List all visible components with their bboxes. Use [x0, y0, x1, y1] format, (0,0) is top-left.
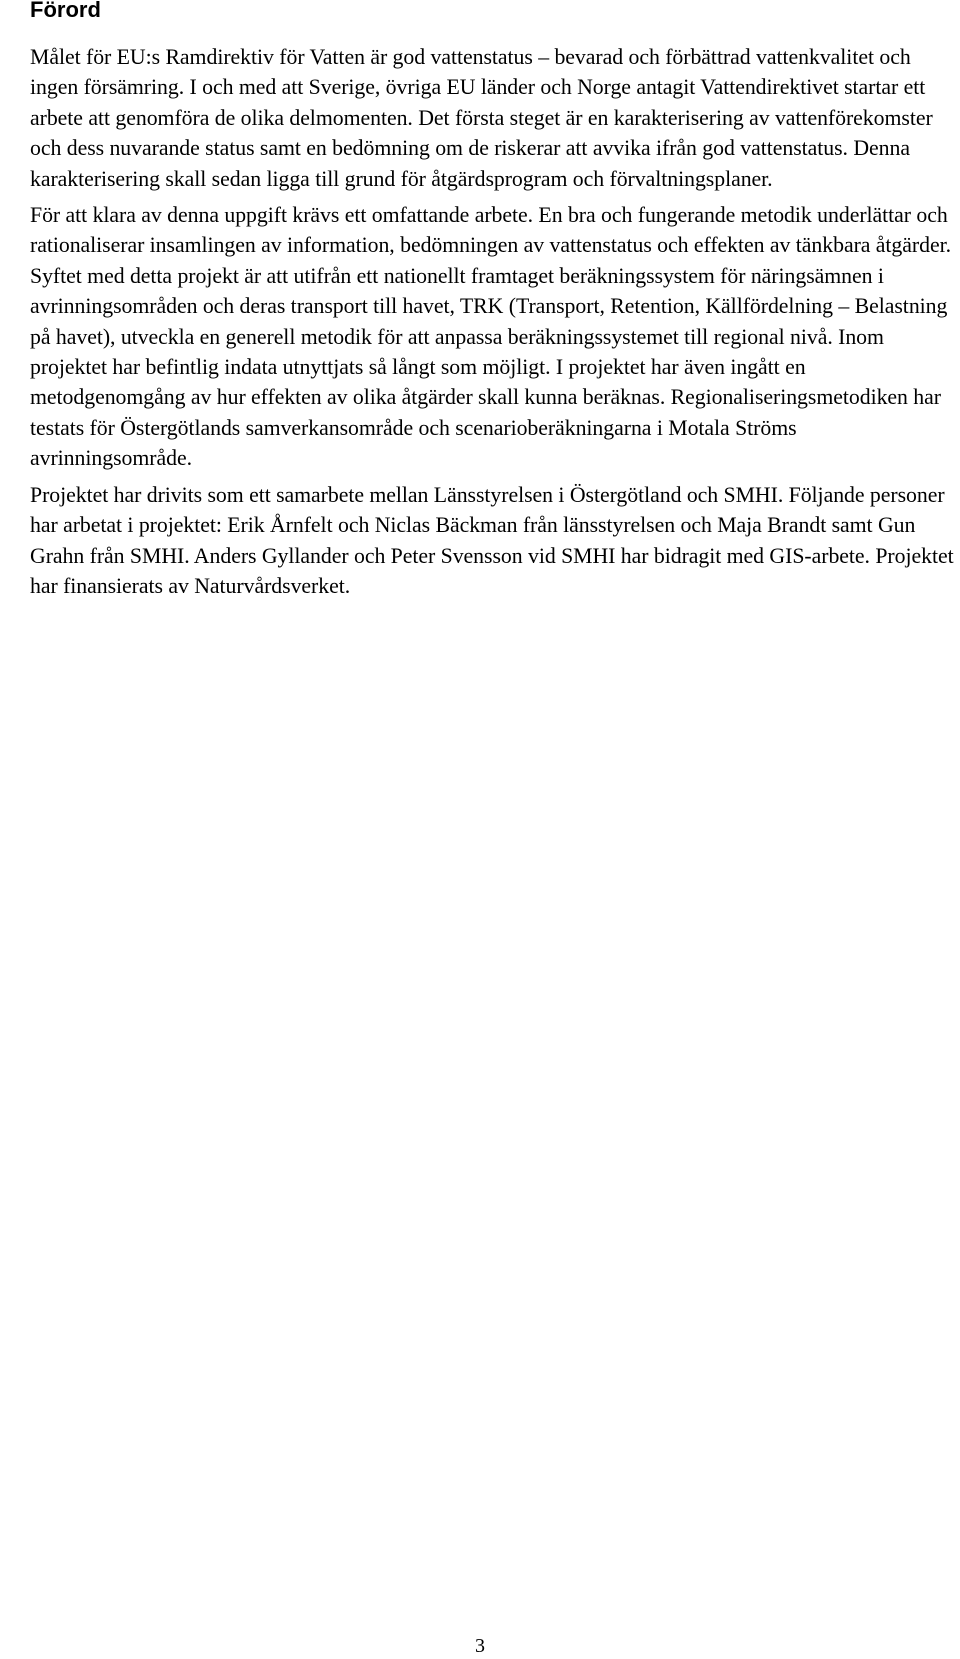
paragraph-introduction: Målet för EU:s Ramdirektiv för Vatten är god vattenstatus – bevarad och förbättrad vattenkvalitet och ingen försämring. I och med att Sverige, övriga EU länder och Norge antagit Vattendirektivet startar ett arbete att genomföra de olika delmomenten. Det första steget är en karakterisering av vattenförekomster och dess nuvarande status samt en bedömning om de riskerar att avvika ifrån god vattenstatus. Denna karakterisering skall sedan ligga till grund för åtgärdsprogram och förvaltningsplaner.: [30, 45, 933, 191]
page-number: 3: [475, 1635, 485, 1657]
paragraph-method: För att klara av denna uppgift krävs ett omfattande arbete. En bra och fungerande metodik underlättar och rationaliserar insamlingen av information, bedömningen av vattenstatus och effekten av tänkbara åtgärder. Syftet med detta projekt är att utifrån ett nationellt framtaget beräkningssystem för näringsämnen i avrinningsområden och deras transport till havet, TRK (Transport, Retention, Källfördelning – Belastning på havet), utveckla en generell metodik för att anpassa beräkningssystemet till regional nivå. Inom projektet har befintlig indata utnyttjats så långt som möjligt. I projektet har även ingått en metodgenomgång av hur effekten av olika åtgärder skall kunna beräknas. Regionaliseringsmetodiken har testats för Östergötlands samverkansområde och scenarioberäkningarna i Motala Ströms avrinningsområde.: [30, 203, 951, 471]
document-body: [30, 0, 955, 601]
paragraph-project-team: Projektet har drivits som ett samarbete mellan Länsstyrelsen i Östergötland och SMHI. Följande personer har arbetat i projektet: Erik Årnfelt och Niclas Bäckman från länsstyrelsen och Maja Brandt samt Gun Grahn från SMHI. Anders Gyllander och Peter Svensson vid SMHI har bidragit med GIS-arbete. Projektet har finansierats av Naturvårdsverket.: [30, 482, 954, 598]
page-title: Förord: [30, 0, 101, 22]
